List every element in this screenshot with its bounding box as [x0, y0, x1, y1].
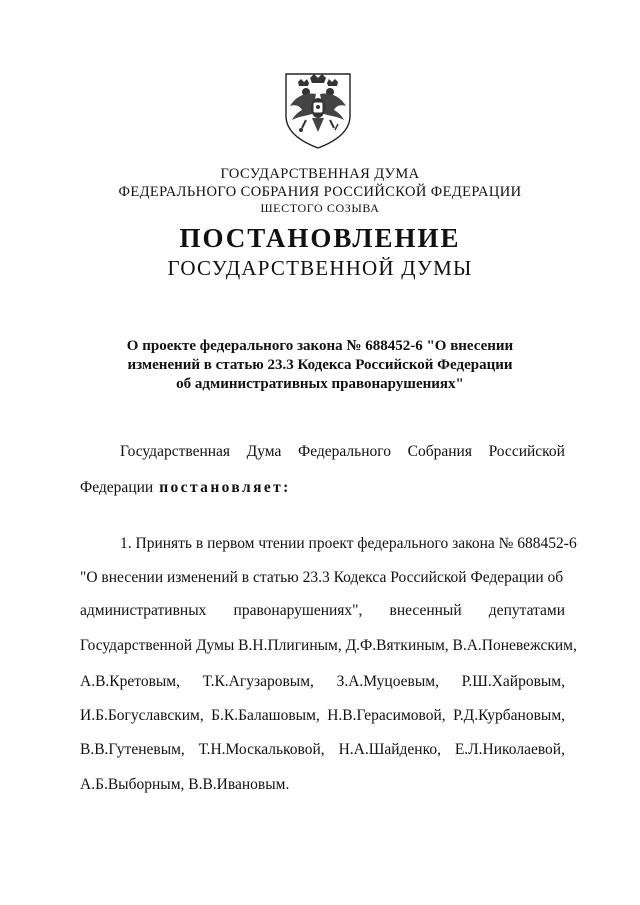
about-line-3: об административных правонарушениях"	[176, 376, 464, 392]
preamble-word: Дума	[246, 443, 282, 460]
clause-word: административных	[80, 602, 207, 619]
clause1-line-7	[80, 740, 565, 759]
deputy-name: Н.А.Шайденко,	[338, 741, 441, 758]
about-line-2: изменений в статью 23.3 Кодекса Российской Федерации	[127, 357, 513, 373]
clause1-line-6	[80, 706, 565, 725]
preamble-line-2	[80, 478, 565, 497]
coat-of-arms-icon	[276, 70, 360, 150]
preamble-word: Собрания	[407, 443, 472, 460]
clause-word: правонарушениях",	[233, 602, 363, 619]
clause1-line-5	[80, 672, 565, 691]
preamble-line-1	[120, 442, 565, 461]
org-name-line-2: ФЕДЕРАЛЬНОГО СОБРАНИЯ РОССИЙСКОЙ ФЕДЕРАЦИИ	[118, 184, 522, 200]
clause1-line-4: Государственной Думы В.Н.Плигиным, Д.Ф.Вяткиным, В.А.Поневежским,	[80, 637, 577, 654]
preamble-federation: Федерации	[80, 479, 154, 496]
org-name-line-1: ГОСУДАРСТВЕННАЯ ДУМА	[220, 166, 420, 182]
deputy-name: Т.Н.Москальковой,	[198, 741, 325, 758]
deputy-name: Р.Д.Курбановым,	[453, 707, 565, 724]
deputy-name: З.А.Муцоевым,	[336, 673, 439, 690]
deputy-name: А.В.Кретовым,	[80, 673, 180, 690]
preamble-word: Государственная	[120, 443, 231, 460]
document-title: ПОСТАНОВЛЕНИЕ	[179, 223, 461, 253]
clause1-line-2: "О внесении изменений в статью 23.3 Кодекса Российской Федерации об	[80, 569, 564, 586]
preamble-word: Российской	[488, 443, 565, 460]
preamble-word: Федерального	[297, 443, 392, 460]
clause-word: депутатами	[488, 602, 565, 619]
deputy-name: В.В.Гутеневым,	[80, 741, 185, 758]
convocation-line: ШЕСТОГО СОЗЫВА	[260, 201, 380, 215]
clause1-line-3	[80, 601, 565, 620]
deputy-name: Н.В.Герасимовой,	[327, 707, 446, 724]
about-line-1: О проекте федерального закона № 688452-6 "О внесении	[126, 338, 514, 354]
deputy-name: Т.К.Агузаровым,	[202, 673, 314, 690]
preamble-resolves: постановляет:	[159, 479, 291, 496]
clause1-line-1: 1. Принять в первом чтении проект федерального закона № 688452-6	[120, 535, 577, 552]
clause1-line-8: А.Б.Выборным, В.В.Ивановым.	[80, 776, 290, 793]
deputy-name: Е.Л.Николаевой,	[454, 741, 565, 758]
deputy-name: Б.К.Балашовым,	[211, 707, 320, 724]
clause-word: внесенный	[389, 602, 462, 619]
deputy-name: И.Б.Богуславским,	[80, 707, 204, 724]
deputy-name: Р.Ш.Хайровым,	[461, 673, 565, 690]
document-subtitle: ГОСУДАРСТВЕННОЙ ДУМЫ	[167, 256, 473, 280]
